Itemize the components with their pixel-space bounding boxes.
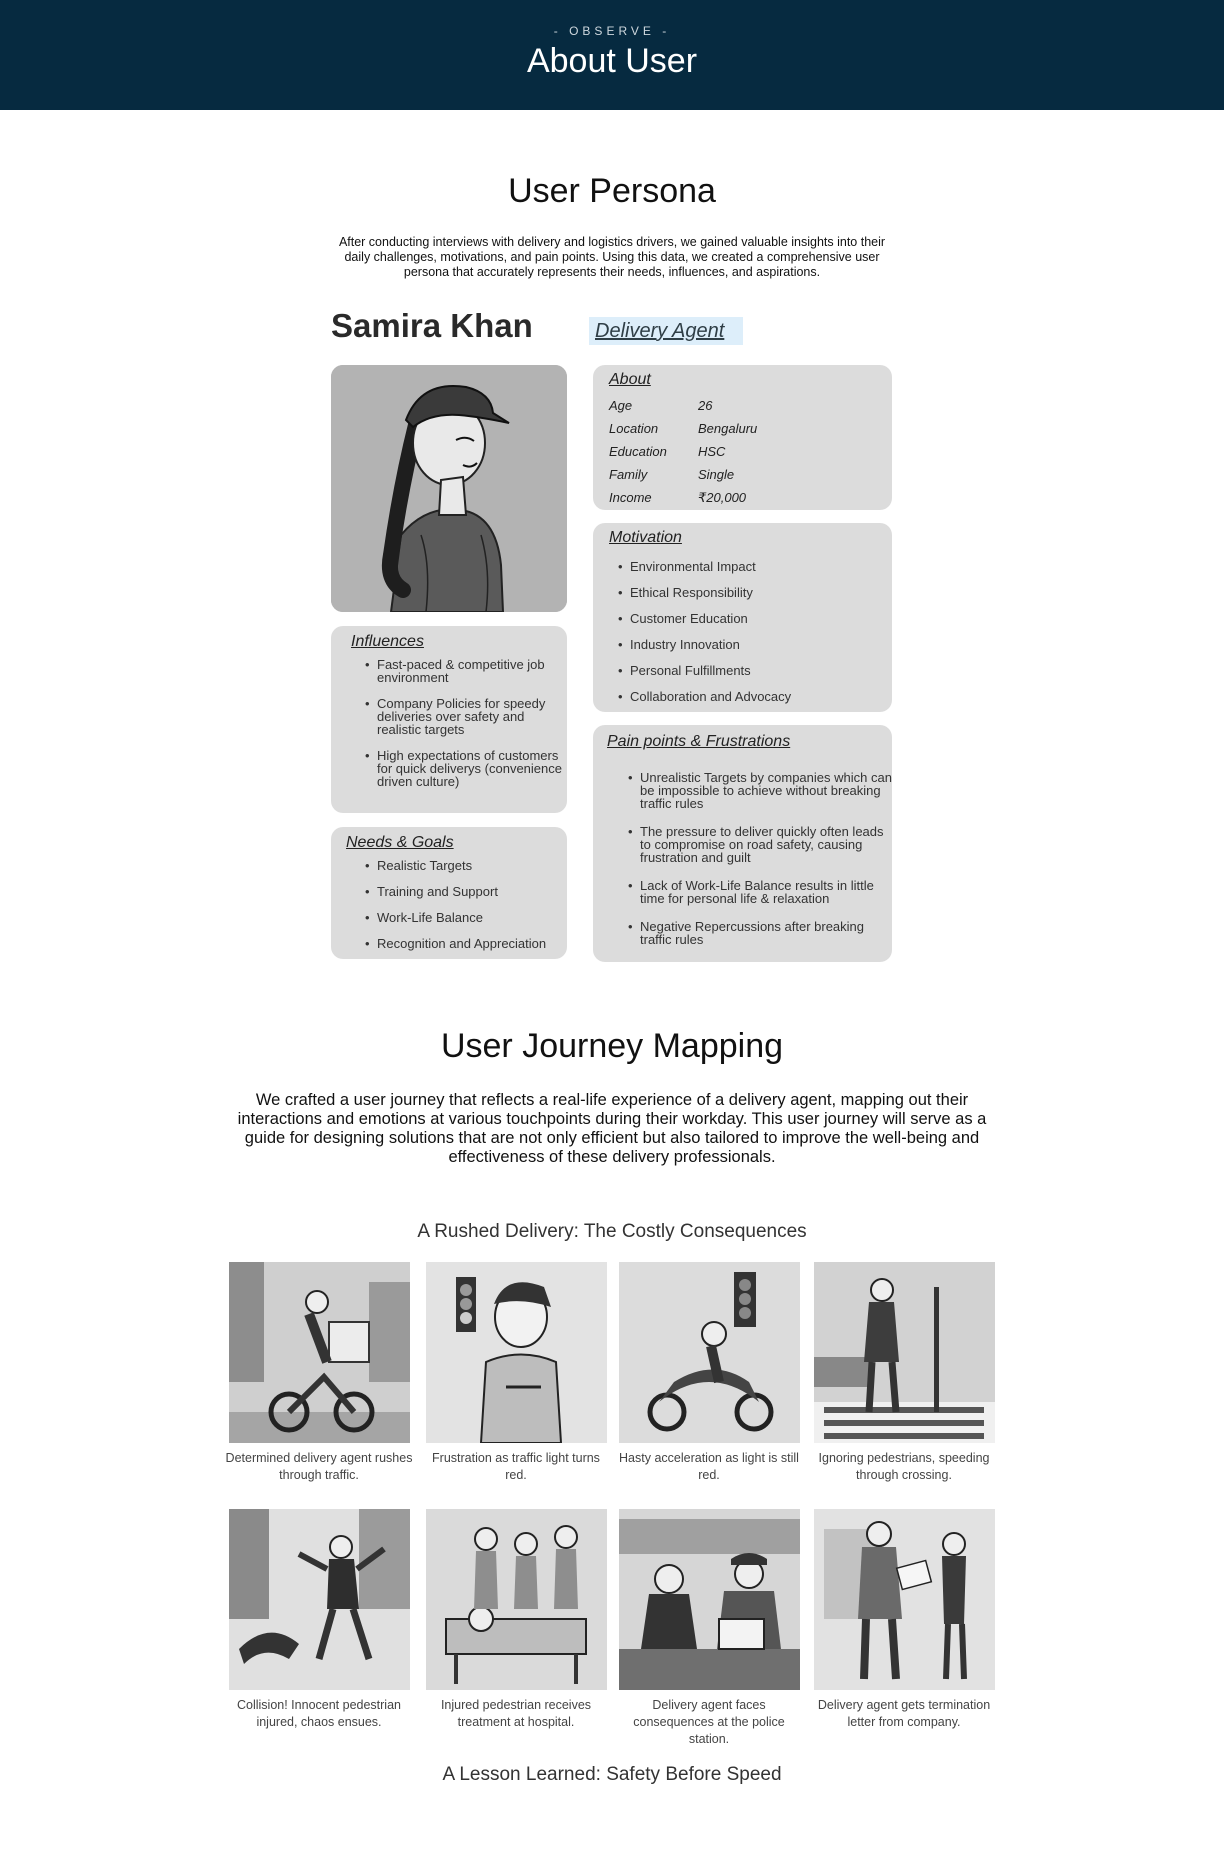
about-location-label: Location — [609, 421, 659, 436]
motivation-item: • Environmental Impact — [630, 560, 890, 573]
motivation-card — [593, 523, 892, 712]
journey-intro: We crafted a user journey that reflects a real-life experience of a delivery agent, mapping out their interactions and emotions at various touchpoints during their workday. This user journey will serve as a guide for designing solutions that are not only efficient but also tailored to improve the well-being and effectiveness of these delivery professionals. — [237, 1091, 987, 1166]
about-income-value: ₹20,000 — [698, 490, 747, 505]
story-title: A Rushed Delivery: The Costly Consequences — [417, 1221, 807, 1242]
closing-title: A Lesson Learned: Safety Before Speed — [442, 1764, 782, 1785]
persona-intro: After conducting interviews with delivery and logistics drivers, we gained valuable insights into their daily challenges, motivations, and pain points. Using this data, we created a comprehensive user persona that accurately represents their needs, influences, and aspirations. — [338, 235, 886, 279]
influences-item: • High expectations of customers for quick deliverys (convenience driven culture) — [377, 749, 569, 788]
journey-panel-3-image — [619, 1262, 800, 1443]
about-card-title: About — [609, 371, 651, 388]
journey-panel-2-caption: Frustration as traffic light turns red. — [432, 1451, 600, 1482]
influences-card — [331, 626, 567, 813]
persona-portrait — [331, 365, 567, 612]
pain-points-item: • Lack of Work-Life Balance results in little time for personal life & relaxation — [640, 879, 892, 905]
journey-panel-7-image — [619, 1509, 800, 1690]
motivation-item: • Industry Innovation — [630, 638, 890, 651]
influences-item: • Fast-paced & competitive job environment — [377, 658, 569, 684]
journey-panel-3-caption: Hasty acceleration as light is still red. — [619, 1451, 799, 1482]
journey-panel-8-image — [814, 1509, 995, 1690]
about-age-label: Age — [609, 398, 633, 413]
needs-goals-item: • Work-Life Balance — [377, 911, 569, 924]
about-education-label: Education — [609, 444, 667, 459]
header-title: About User — [526, 42, 698, 80]
needs-goals-card-title: Needs & Goals — [346, 834, 454, 851]
header-eyebrow: - OBSERVE - — [553, 24, 671, 38]
motivation-list — [617, 560, 890, 703]
pain-points-card-title: Pain points & Frustrations — [607, 733, 791, 750]
persona-name: Samira Khan — [331, 307, 533, 344]
needs-goals-list — [364, 859, 569, 950]
pain-points-card — [593, 725, 892, 962]
journey-panel-8-caption: Delivery agent gets termination letter from company. — [817, 1698, 991, 1729]
needs-goals-card — [331, 827, 567, 959]
motivation-item: • Ethical Responsibility — [630, 586, 890, 599]
pain-points-list — [627, 771, 892, 946]
journey-panel-5-caption: Collision! Innocent pedestrian injured, chaos ensues. — [237, 1698, 401, 1729]
about-location-value: Bengaluru — [698, 421, 758, 436]
influences-card-title: Influences — [351, 633, 424, 650]
journey-panel-1-caption: Determined delivery agent rushes through traffic. — [225, 1451, 413, 1482]
pain-points-item: • Negative Repercussions after breaking traffic rules — [640, 920, 892, 946]
journey-panel-4-image — [814, 1262, 995, 1443]
motivation-item: • Personal Fulfillments — [630, 664, 890, 677]
journey-panel-2-image — [426, 1262, 607, 1443]
journey-panel-6-image — [426, 1509, 607, 1690]
needs-goals-item: • Training and Support — [377, 885, 569, 898]
influences-item: • Company Policies for speedy deliveries over safety and realistic targets — [377, 697, 569, 736]
journey-panel-4-caption: Ignoring pedestrians, speeding through crossing. — [818, 1451, 990, 1482]
pain-points-item: • The pressure to deliver quickly often leads to compromise on road safety, causing frustration and guilt — [640, 825, 892, 864]
about-education-value: HSC — [698, 444, 726, 459]
about-card — [593, 365, 892, 510]
motivation-card-title: Motivation — [609, 529, 682, 546]
journey-section-title: User Journey Mapping — [440, 1027, 784, 1065]
about-age-value: 26 — [698, 398, 713, 413]
about-family-value: Single — [698, 467, 735, 482]
needs-goals-item: • Recognition and Appreciation — [377, 937, 569, 950]
motivation-item: • Collaboration and Advocacy — [630, 690, 890, 703]
about-income-label: Income — [609, 490, 652, 505]
influences-list — [364, 658, 569, 788]
needs-goals-item: • Realistic Targets — [377, 859, 569, 872]
persona-role-badge: Delivery Agent — [589, 317, 743, 345]
journey-panel-1-image — [229, 1262, 410, 1443]
motivation-item: • Customer Education — [630, 612, 890, 625]
about-family-label: Family — [609, 467, 648, 482]
journey-panel-7-caption: Delivery agent faces consequences at the police station. — [633, 1698, 785, 1746]
persona-section-title: User Persona — [508, 172, 716, 210]
journey-panel-5-image — [229, 1509, 410, 1690]
journey-panel-6-caption: Injured pedestrian receives treatment at hospital. — [440, 1698, 592, 1729]
pain-points-item: • Unrealistic Targets by companies which can be impossible to achieve without breaking traffic rules — [640, 771, 892, 810]
